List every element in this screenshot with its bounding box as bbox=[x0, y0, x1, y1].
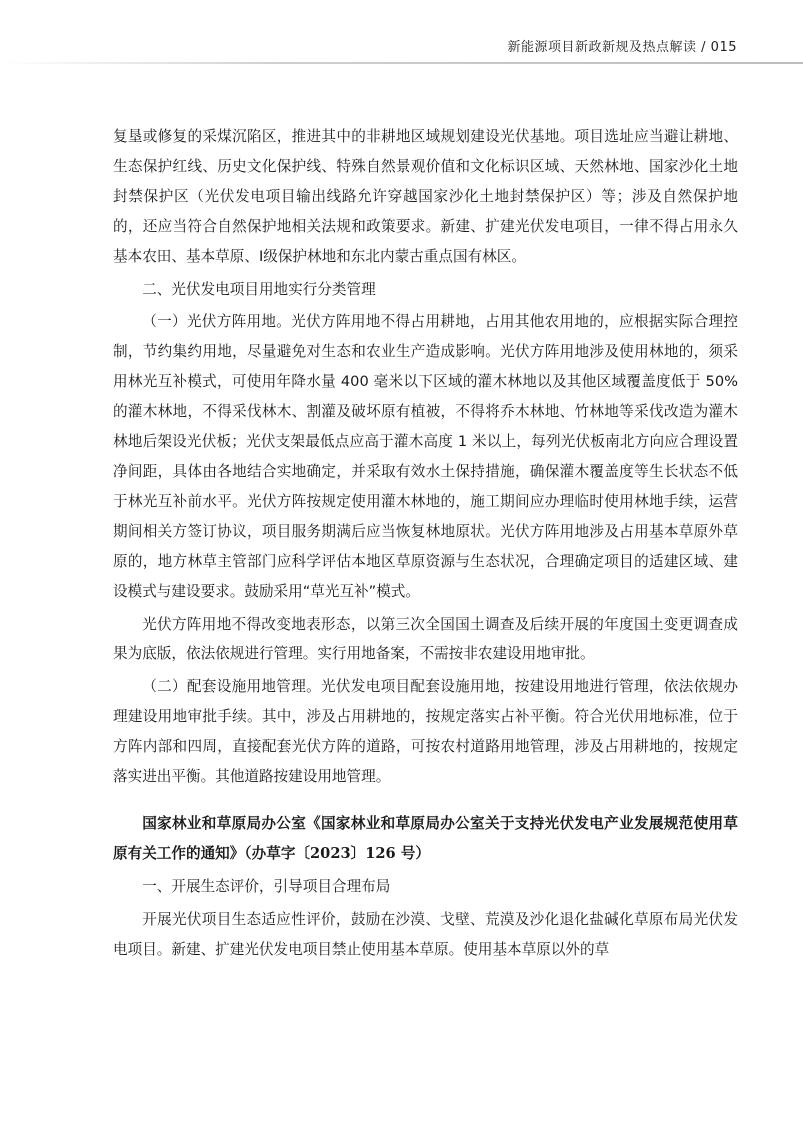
paragraph-ecological-evaluation: 开展光伏项目生态适应性评价，鼓励在沙漠、戈壁、荒漠及沙化退化盐碱化草原布局光伏发电项目。新建、扩建光伏发电项目禁止使用基本草原。使用基本草原以外的草 bbox=[113, 910, 738, 958]
body-content bbox=[113, 122, 738, 964]
paragraph-array-land: （一）光伏方阵用地。光伏方阵用地不得占用耕地，占用其他农用地的，应根据实际合理控制，节约集约用地，尽量避免对生态和农业生产造成影响。光伏方阵用地涉及使用林地的，须采用林光互补模式，可使用年降水量 400 毫米以下区域的灌木林地以及其他区域覆盖度低于 50% 的灌木林地，不得采伐林木、割灌及破坏原有植被，不得将乔木林地、竹林地等采伐改造为灌木林地后架设光伏板；光伏支架最低点应高于灌木高度 1 米以上，每列光伏板南北方向应合理设置净间距，具体由各地结合实地确定，并采取有效水土保持措施，确保灌木覆盖度等生长状态不低于林光互补前水平。光伏方阵按规定使用灌木林地的，施工期间应办理临时使用林地手续，运营期间相关方签订协议，项目服务期满后应当恢复林地原状。光伏方阵用地涉及占用基本草原外草原的，地方林草主管部门应科学评估本地区草原资源与生态状况，合理确定项目的适建区域、建设模式与建设要求。鼓励采用“草光互补”模式。 bbox=[113, 313, 738, 600]
paragraph-array-land-surface: 光伏方阵用地不得改变地表形态，以第三次全国国土调查及后续开展的年度国土变更调查成果为底版，依法依规进行管理。实行用地备案，不需按非农建设用地审批。 bbox=[113, 615, 738, 663]
section-heading-2: 二、光伏发电项目用地实行分类管理 bbox=[142, 280, 376, 298]
running-header: 新能源项目新政新规及热点解读 / 015 bbox=[507, 40, 737, 55]
paragraph-supporting-facilities: （二）配套设施用地管理。光伏发电项目配套设施用地，按建设用地进行管理，依法依规办理建设用地审批手续。其中，涉及占用耕地的，按规定落实占补平衡。符合光伏用地标准，位于方阵内部和四周，直接配套光伏方阵的道路，可按农村道路用地管理，涉及占用耕地的，按规定落实进出平衡。其他道路按建设用地管理。 bbox=[113, 678, 738, 786]
paragraph-continuation: 复垦或修复的采煤沉陷区，推进其中的非耕地区域规划建设光伏基地。项目选址应当避让耕地、生态保护红线、历史文化保护线、特殊自然景观价值和文化标识区域、天然林地、国家沙化土地封禁保护区（光伏发电项目输出线路允许穿越国家沙化土地封禁保护区）等；涉及自然保护地的，还应当符合自然保护地相关法规和政策要求。新建、扩建光伏发电项目，一律不得占用永久基本农田、基本草原、Ⅰ级保护林地和东北内蒙古重点国有林区。 bbox=[113, 128, 738, 265]
section-heading-1: 一、开展生态评价，引导项目合理布局 bbox=[142, 877, 391, 895]
header-rule bbox=[0, 62, 803, 64]
document-title: 国家林业和草原局办公室《国家林业和草原局办公室关于支持光伏发电产业发展规范使用草原有关工作的通知》（办草字〔2023〕126 号） bbox=[113, 814, 738, 862]
